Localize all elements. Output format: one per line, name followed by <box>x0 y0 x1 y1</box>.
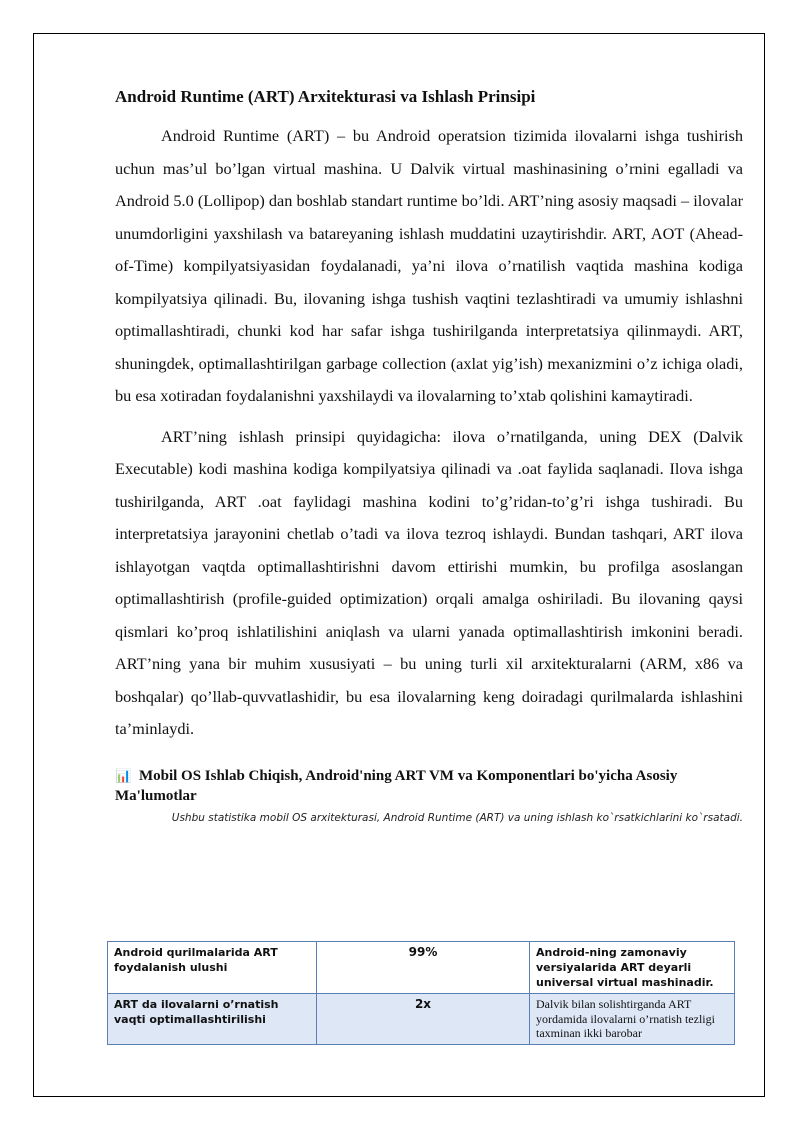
document-title: Android Runtime (ART) Arxitekturasi va Ishlash Prinsipi <box>115 87 536 106</box>
stat-label: Android qurilmalarida ART foydalanish ulushi <box>108 942 317 994</box>
stat-value: 2x <box>317 994 530 1045</box>
stats-table <box>107 941 735 1045</box>
stat-note: Android-ning zamonaviy versiyalarida ART deyarli universal virtual mashinadir. <box>530 942 735 994</box>
stats-heading-text: Mobil OS Ishlab Chiqish, Android'ning ART VM va Komponentlari bo'yicha Asosiy Ma'lumotlar <box>115 767 678 804</box>
table-row <box>108 942 735 994</box>
paragraph-1: Android Runtime (ART) – bu Android operatsion tizimida ilovalarni ishga tushirish uchun mas’ul bo’lgan virtual mashina. U Dalvik virtual mashinasining o’rnini egalladi va Android 5.0 (Lollipop) dan boshlab standart runtime bo’ldi. ART’ning asosiy maqsadi – ilovalar unumdorligini yaxshilash va batareyaning ishlash muddatini uzaytirishdir. ART, AOT (Ahead-of-Time) kompilyatsiyasidan foydalanadi, ya’ni ilova o’rnatilish vaqtida mashina kodiga kompilyatsiya qilinadi. Bu, ilovaning ishga tushish vaqtini tezlashtiradi va umumiy ishlashni optimallashtiradi, chunki kod har safar ishga tushirilganda interpretatsiya qilinmaydi. ART, shuningdek, optimallashtirilgan garbage collection (axlat yig’ish) mexanizmini o’z ichiga oladi, bu esa xotiradan foydalanishni yaxshilaydi va ilovalarning to’xtab qolishini kamaytiradi. <box>115 126 743 406</box>
table-row <box>108 994 735 1045</box>
bar-chart-icon: 📊 <box>115 768 132 784</box>
paragraph-2: ART’ning ishlash prinsipi quyidagicha: ilova o’rnatilganda, uning DEX (Dalvik Executable) kodi mashina kodiga kompilyatsiya qilinadi va .oat faylida saqlanadi. Ilova ishga tushirilganda, ART .oat faylidagi mashina kodini to’g’ridan-to’g’ri ishga tushiradi. Bu interpretatsiya jarayonini chetlab o’tadi va ilova tezroq ishlaydi. Bundan tashqari, ART ilova ishlayotgan vaqtda optimallashtirishni davom ettirishi mumkin, bu profilga asoslangan optimallashtirish (profile-guided optimization) orqali amalga oshiriladi. Bu ilovaning qaysi qismlari ko’proq ishlatilishini aniqlash va ularni yanada optimallashtirish imkonini beradi. ART’ning yana bir muhim xususiyati – bu uning turli xil arxitekturalarni (ARM, x86 va boshqalar) qo’llab-quvvatlashidir, bu esa ilovalarning keng doiradagi qurilmalarda ishlashini ta’minlaydi. <box>115 426 743 739</box>
document-body <box>115 86 743 830</box>
stat-note: Dalvik bilan solishtirganda ART yordamida ilovalarni o’rnatish tezligi taxminan ikki barobar <box>530 994 735 1045</box>
stat-value: 99% <box>317 942 530 994</box>
stat-label: ART da ilovalarni o’rnatish vaqti optimallashtirilishi <box>108 994 317 1045</box>
stats-heading <box>115 766 743 807</box>
stats-caption: Ushbu statistika mobil OS arxitekturasi, Android Runtime (ART) va uning ishlash ko`rsatkichlarini ko`rsatadi. <box>171 812 743 825</box>
